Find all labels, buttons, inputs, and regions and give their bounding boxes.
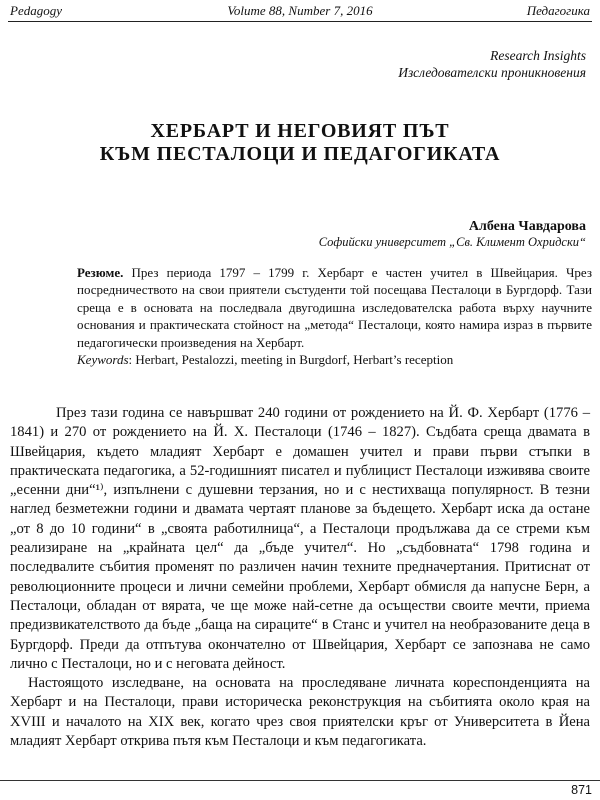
author-name: Албена Чавдарова [468,219,586,234]
keywords-line [77,351,592,368]
section-label-en: Research Insights [490,48,586,63]
journal-name-bg: Педагогика [526,3,590,18]
issue-info: Volume 88, Number 7, 2016 [227,3,373,18]
body-paragraph-1: През тази година се навършват 240 години от рождението на Й. Ф. Хербарт (1776 – 1841) и 270 от рождението на Й. Х. Песталоци (1746 – 1827). Съдбата среща двамата в Швейцария, където младият Хербарт е домашен учител и прави първи стъпки в практическата педагогика, а 52-годишният писател и публицист Песталоци изживява своите „есенни дни“¹⁾, изпълнени с душевни терзания, но и с нестихваща популярност. В тезни наглед безметежни години и двамата чертаят планове за бъдещето. Хербарт иска да остане „от 8 до 10 години“ в „своята работилница“, а Песталоци продължава да се стреми към реализиране на „крайната цел“ да „бъде учител“. Но „съдбовната“ 1798 година и последвалите събития променят по различен начин техните предначертания. Притиснат от революционните процеси и лични семейни проблеми, Хербарт обмисля да напусне Берн, а Песталоци, обладан от вярата, че ще може най-сетне да осъществи своите мечти, приема предизвикателството да бъде „баща на сираците“ в Станс и учител на необразованите деца в Бургдорф. Преди да отпътува окончателно от Швейцария, Хербарт се запознава не само лично с Песталоци, но и с неговата дейност. [10,405,590,672]
header-rule [8,21,592,22]
body-paragraph-2: Настоящото изследване, на основата на проследяване личната кореспонденцията на Хербарт и на Песталоци, прави историческа реконструкция на събитията около края на XVIII и началото на XIX век, когато чрез своя приятелски кръг от Университета в Йена младият Хербарт открива пътя към Песталоци и към педагогиката. [10,675,590,750]
section-label-bg: Изследователски проникновения [398,65,586,80]
article-body [10,404,590,751]
section-label [398,47,586,81]
title-line-1: ХЕРБАРТ И НЕГОВИЯТ ПЪТ [150,120,450,142]
page-number: 871 [571,783,592,797]
journal-name: Pedagogy [10,3,62,18]
article-title [0,120,600,166]
keywords-label: Keywords [77,352,129,368]
keywords-text: : Herbart, Pestalozzi, meeting in Burgdorf, Herbart’s reception [128,352,454,368]
abstract [77,264,592,368]
author-affiliation: Софийски университет „Св. Климент Охридски“ [318,235,586,249]
abstract-label: Резюме. [77,265,124,280]
title-line-2: КЪМ ПЕСТАЛОЦИ И ПЕДАГОГИКАТА [99,143,501,165]
abstract-text: През периода 1797 – 1799 г. Хербарт е частен учител в Швейцария. Чрез посредничеството на свои приятели състуденти той посещава Песталоци в Бургдорф. Тази среща е в основата на последвала двугодишна изследователска работа върху научните основания и практическата стойност на „метода“ Песталоци, която намира израз в първите педагогически произведения на Хербарт. [77,265,592,350]
abstract-paragraph [77,264,592,351]
footer-rule [0,780,600,781]
running-header [10,3,590,19]
